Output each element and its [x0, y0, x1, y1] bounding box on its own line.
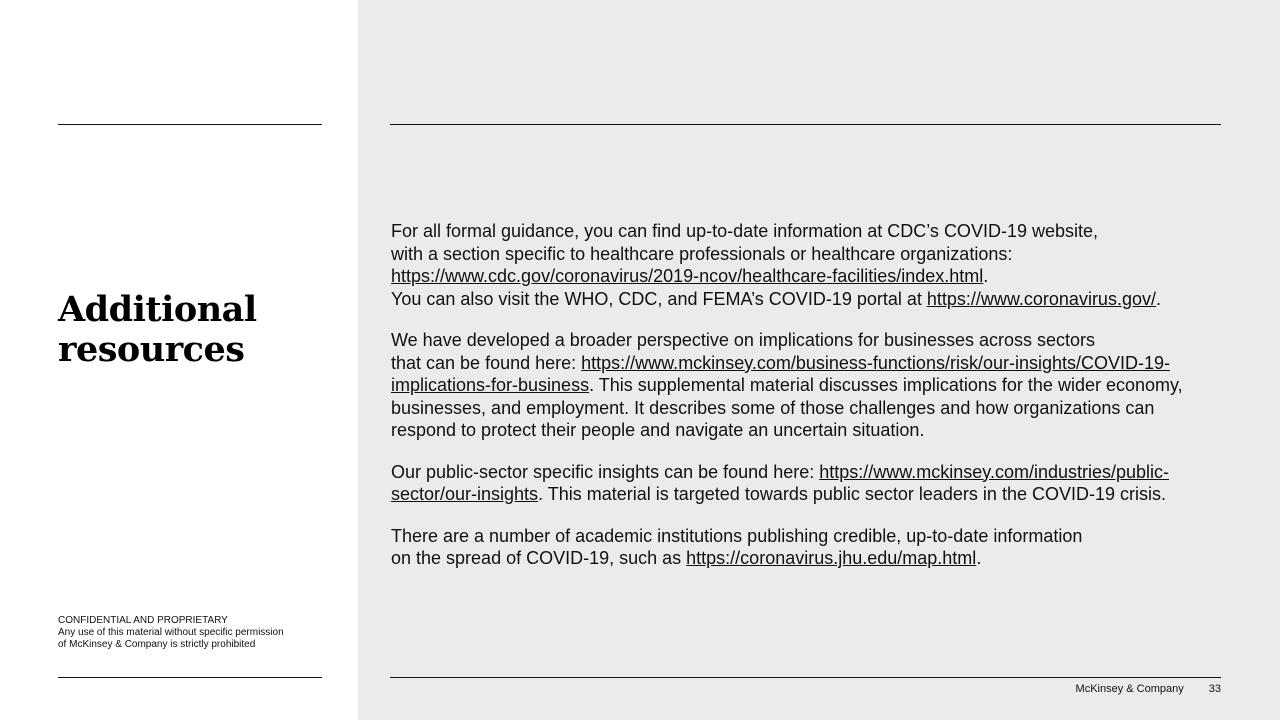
p1-line-1: For all formal guidance, you can find up-to-date information at CDC’s COVID-19 website, [391, 221, 1098, 241]
page-footer [1076, 683, 1221, 695]
p4-period: . [976, 548, 982, 568]
confidential-line-1: Any use of this material without specific permission [58, 627, 284, 638]
p2-line-4: businesses, and employment. It describes some of those challenges and how organizations can [391, 397, 1155, 418]
title-line-1: Additional [58, 289, 257, 330]
coronavirus-gov-link[interactable]: https://www.coronavirus.gov/ [926, 288, 1156, 309]
p1-period-1: . [983, 266, 989, 286]
right-bottom-divider [390, 677, 1221, 678]
cdc-healthcare-link[interactable]: https://www.cdc.gov/coronavirus/2019-ncov/healthcare-facilities/index.html [391, 266, 984, 286]
page-number: 33 [1208, 683, 1221, 695]
resources-body [391, 220, 1221, 589]
paragraph-cdc-guidance [391, 220, 1221, 310]
confidential-heading: CONFIDENTIAL AND PROPRIETARY [58, 615, 228, 626]
p1-period-2: . [1155, 288, 1161, 309]
paragraph-public-sector [391, 461, 1221, 506]
paragraph-academic-institutions [391, 525, 1221, 570]
p2-after-link: . This supplemental material discusses implications for the wider economy, [589, 375, 1183, 395]
jhu-map-link[interactable]: https://coronavirus.jhu.edu/map.html [686, 548, 977, 568]
confidentiality-notice [58, 615, 328, 651]
p1-line-2: with a section specific to healthcare professionals or healthcare organizations: [391, 243, 1013, 264]
p3-text: Our public-sector specific insights can be found here: [391, 461, 820, 482]
p3-link-part-1: https://www.mckinsey.com/industries/public- [819, 461, 1170, 482]
paragraph-business-perspective [391, 329, 1221, 442]
left-bottom-divider [58, 677, 322, 678]
p4-line-1: There are a number of academic institutions publishing credible, up-to-date information [391, 525, 1083, 546]
confidential-line-2: of McKinsey & Company is strictly prohibited [58, 639, 256, 650]
p2-line-5: respond to protect their people and navigate an uncertain situation. [391, 420, 925, 440]
p2-line-1: We have developed a broader perspective on implications for businesses across sectors [391, 330, 1096, 350]
p1-line-4: You can also visit the WHO, CDC, and FEMA’s COVID-19 portal at [391, 288, 927, 309]
page-title [58, 290, 348, 370]
p4-line-2: on the spread of COVID-19, such as [391, 548, 687, 568]
left-top-divider [58, 124, 322, 125]
title-line-2: resources [58, 329, 245, 370]
p2-link-part-2: implications-for-business [391, 375, 590, 395]
p2-line-2: that can be found here: [391, 352, 582, 373]
p3-link-part-2: sector/our-insights [391, 484, 539, 504]
right-top-divider [390, 124, 1221, 125]
p3-after-link: . This material is targeted towards public sector leaders in the COVID-19 crisis. [538, 484, 1166, 504]
footer-company: McKinsey & Company [1075, 683, 1184, 695]
p2-link-part-1: https://www.mckinsey.com/business-functions/risk/our-insights/COVID-19- [581, 352, 1171, 373]
